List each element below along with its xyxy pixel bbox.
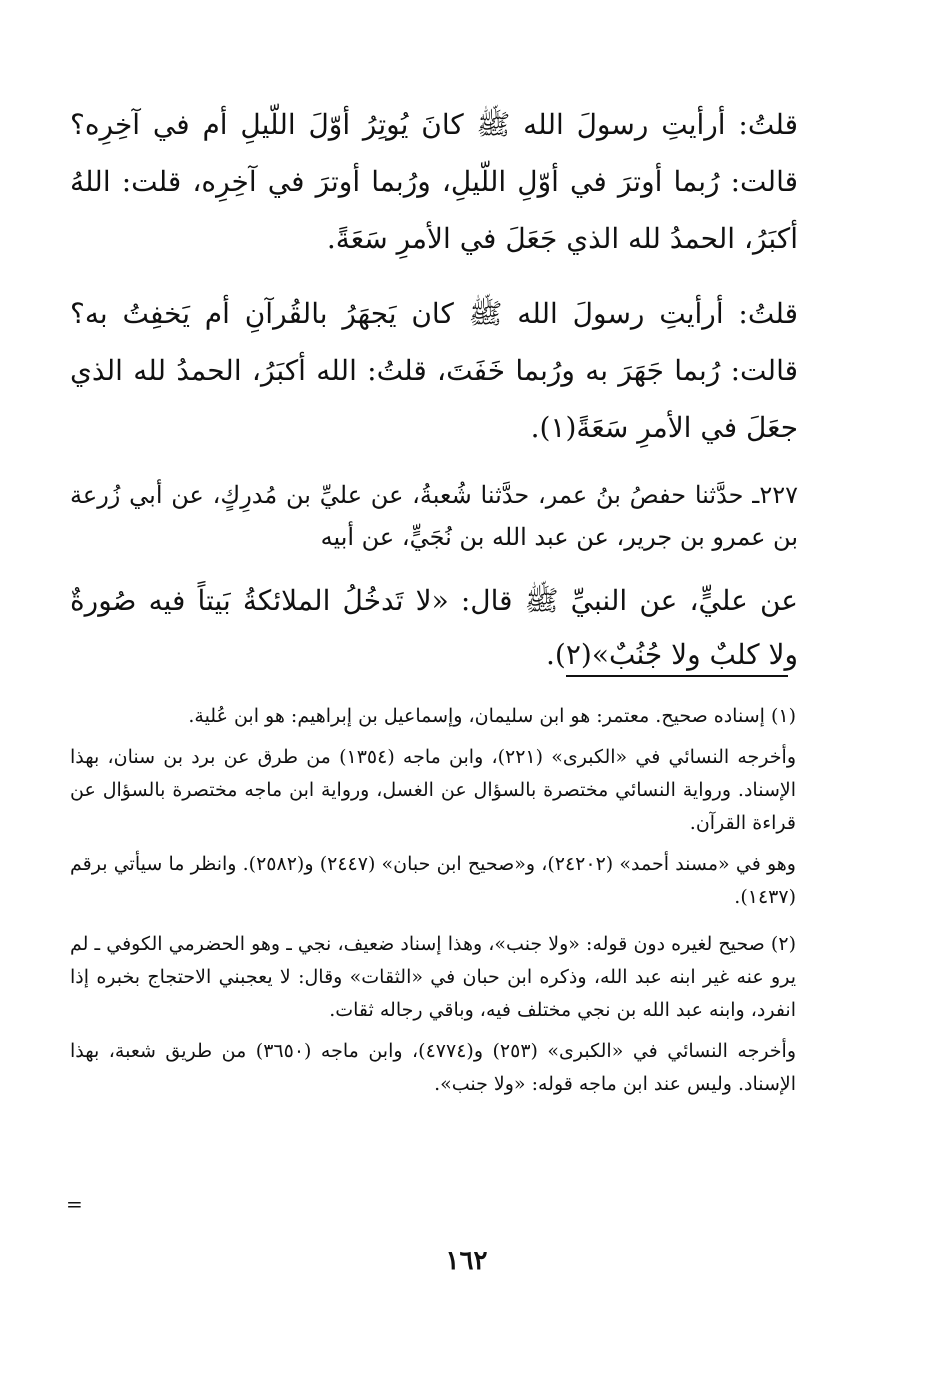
footnote-2: (٢) صحيح لغيره دون قوله: «ولا جنب»، وهذا إسناد ضعيف، نجي ـ وهو الحضرمي الكوفي ـ لم يرو عنه غير ابنه عبد الله، وذكره ابن حبان في «الثقات» وقال: لا يعجبني الاحتجاج بخبره إذا انفرد، وابنه عبد الله بن نجي مختلف فيه، وباقي رجاله ثقات. bbox=[70, 933, 796, 1021]
continuation-mark: = bbox=[66, 1192, 83, 1216]
footnote-1-sources: وأخرجه النسائي في «الكبرى» (٢٢١)، وابن ماجه (١٣٥٤) من طرق عن برد بن سنان، بهذا الإسناد. ورواية النسائي مختصرة بالسؤال عن الغسل، ورواية ابن ماجه مختصرة بالسؤال عن قراءة القرآن. bbox=[70, 746, 796, 834]
main-paragraph-2: قلتُ: أرأيتِ رسولَ الله ﷺ كان يَجهَرُ بالقُرآنِ أم يَخفِتُ به؟ قالت: رُبما جَهَرَ به ورُبما خَفَتَ، قلتُ: الله أكبَرُ، الحمدُ لله الذي جعَلَ في الأمرِ سَعَةً(١). bbox=[70, 297, 798, 444]
hadith-chain: ٢٢٧ـ حدَّثنا حفصُ بنُ عمر، حدَّثنا شُعبةُ، عن عليِّ بن مُدرِكٍ، عن أبي زُرعة بن عمرو بن جرير، عن عبد الله بن نُجَيٍّ، عن أبيه bbox=[70, 481, 798, 551]
hadith-text: عن عليٍّ، عن النبيِّ ﷺ قال: «لا تَدخُلُ الملائكةُ بَيتاً فيه صُورةٌ ولا كلبٌ ولا جُنُبٌ»(٢). bbox=[70, 584, 798, 671]
footnote-2-sources: وأخرجه النسائي في «الكبرى» (٢٥٣) و(٤٧٧٤)، وابن ماجه (٣٦٥٠) من طريق شعبة، بهذا الإسناد. وليس عند ابن ماجه قوله: «ولا جنب». bbox=[70, 1040, 797, 1095]
footnote-divider bbox=[566, 675, 788, 677]
footnotes bbox=[70, 700, 796, 1115]
main-text bbox=[70, 96, 798, 698]
footnote-1-refs: وهو في «مسند أحمد» (٢٤٢٠٢)، و«صحيح ابن حبان» (٢٤٤٧) و(٢٥٨٢). وانظر ما سيأتي برقم (١٤٣٧). bbox=[70, 853, 796, 908]
footnote-1: (١) إسناده صحيح. معتمر: هو ابن سليمان، وإسماعيل بن إبراهيم: هو ابن عُلية. bbox=[188, 705, 796, 727]
main-paragraph-1: قلتُ: أرأيتِ رسولَ الله ﷺ كانَ يُوتِرُ أوّلَ اللّيلِ أم في آخِرِه؟ قالت: رُبما أوترَ في أوّلِ اللّيلِ، ورُبما أوترَ في آخِرِه، قلت: اللهُ أكبَرُ، الحمدُ لله الذي جَعَلَ في الأمرِ سَعَةً. bbox=[70, 108, 798, 255]
page-number: ١٦٢ bbox=[445, 1246, 488, 1276]
